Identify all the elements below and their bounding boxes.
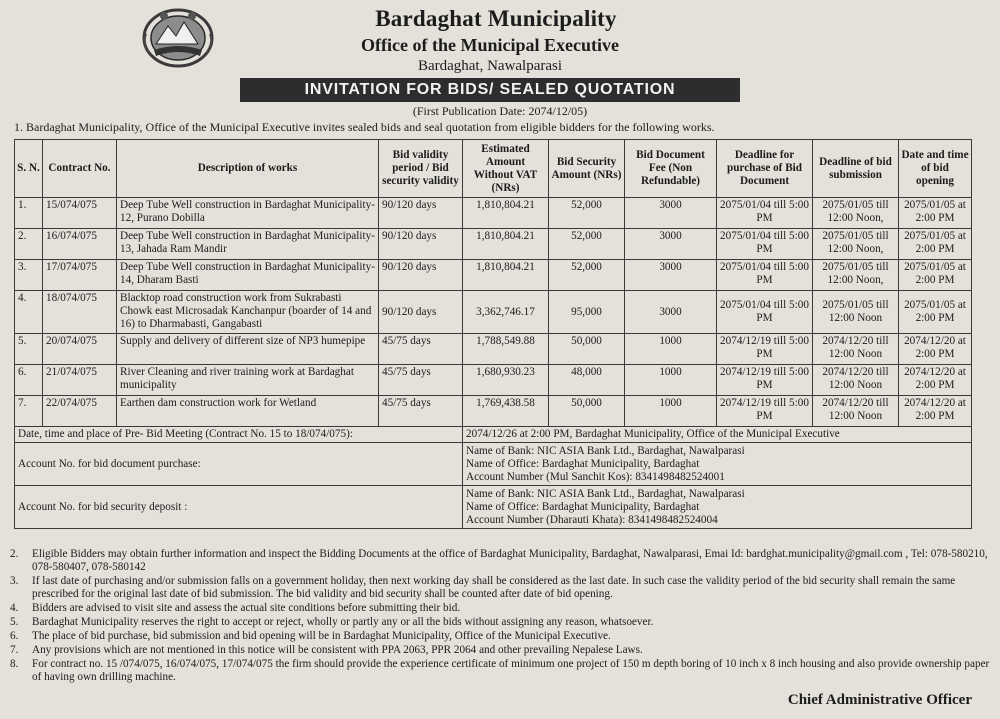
cell-validity: 45/75 days xyxy=(379,334,463,365)
list-item xyxy=(10,658,990,684)
cell-contract: 18/074/075 xyxy=(43,291,117,334)
cell-opening: 2074/12/20 at 2:00 PM xyxy=(899,396,972,427)
cell-submission-deadline: 2074/12/20 till 12:00 Noon xyxy=(813,334,899,365)
cell-fee: 1000 xyxy=(625,396,717,427)
account-security-details xyxy=(463,486,972,529)
cell-fee: 3000 xyxy=(625,198,717,229)
note-number: 2. xyxy=(10,548,19,560)
cell-estimated: 1,810,804.21 xyxy=(463,229,549,260)
cell-estimated: 1,810,804.21 xyxy=(463,198,549,229)
list-item xyxy=(10,644,990,657)
account-purchase-label: Account No. for bid document purchase: xyxy=(15,443,463,486)
note-text: Eligible Bidders may obtain further information and inspect the Bidding Documents at the office of Bardaghat Municipality, Bardaghat, Nawalparasi, Emai Id: bardghat.municipality@gmail.com , Tel: 078-580210, 078-580407, 078-580142 xyxy=(32,548,988,573)
cell-opening: 2075/01/05 at 2:00 PM xyxy=(899,198,972,229)
cell-contract: 17/074/075 xyxy=(43,260,117,291)
cell-estimated: 1,810,804.21 xyxy=(463,260,549,291)
note-text: Bidders are advised to visit site and assess the actual site conditions before submitting their bid. xyxy=(32,602,461,614)
cell-description: River Cleaning and river training work at Bardaghat municipality xyxy=(117,365,379,396)
cell-purchase-deadline: 2074/12/19 till 5:00 PM xyxy=(717,334,813,365)
cell-validity: 90/120 days xyxy=(379,291,463,334)
note-number: 7. xyxy=(10,644,19,656)
note-number: 4. xyxy=(10,602,19,614)
cell-purchase-deadline: 2074/12/19 till 5:00 PM xyxy=(717,365,813,396)
cell-validity: 90/120 days xyxy=(379,229,463,260)
cell-fee: 3000 xyxy=(625,291,717,334)
note-text: Bardaghat Municipality reserves the right to accept or reject, wholly or partly any or all the bids without assigning any reason, whatsoever. xyxy=(32,616,654,628)
col-header-security: Bid Security Amount (NRs) xyxy=(549,140,625,198)
cell-description: Supply and delivery of different size of NP3 humepipe xyxy=(117,334,379,365)
col-header-opening: Date and time of bid opening xyxy=(899,140,972,198)
note-number: 5. xyxy=(10,616,19,628)
cell-purchase-deadline: 2075/01/04 till 5:00 PM xyxy=(717,229,813,260)
cell-sn: 7. xyxy=(15,396,43,427)
cell-security: 50,000 xyxy=(549,396,625,427)
cell-contract: 20/074/075 xyxy=(43,334,117,365)
note-text: If last date of purchasing and/or submission falls on a government holiday, then next working day shall be considered as the last date. In such case the validity period of the bid security shall remain the same prescribed for the original last date of bid submission. The bid validity and bid security shall be counted after date of bid opening. xyxy=(32,575,956,600)
page-title: Bardaghat Municipality xyxy=(375,6,617,31)
cell-contract: 16/074/075 xyxy=(43,229,117,260)
table-row xyxy=(15,198,972,229)
publication-date: (First Publication Date: 2074/12/05) xyxy=(412,104,588,118)
list-item xyxy=(10,616,990,629)
intro-text: 1. Bardaghat Municipality, Office of the Municipal Executive invites sealed bids and seal quotation from eligible bidders for the following works. xyxy=(14,120,715,134)
cell-fee: 3000 xyxy=(625,260,717,291)
col-header-estimated: Estimated Amount Without VAT (NRs) xyxy=(463,140,549,198)
col-header-description: Description of works xyxy=(117,140,379,198)
account-purchase-number: Account Number (Mul Sanchit Kos): 8341498482524001 xyxy=(466,470,725,483)
account-purchase-details xyxy=(463,443,972,486)
account-purchase-office: Name of Office: Bardaghat Municipality, Bardaghat xyxy=(466,457,700,470)
cell-contract: 15/074/075 xyxy=(43,198,117,229)
note-number: 6. xyxy=(10,630,19,642)
cell-sn: 6. xyxy=(15,365,43,396)
cell-estimated: 3,362,746.17 xyxy=(463,291,549,334)
cell-description: Deep Tube Well construction in Bardaghat Municipality-14, Dharam Basti xyxy=(117,260,379,291)
table-row xyxy=(15,260,972,291)
cell-sn: 3. xyxy=(15,260,43,291)
cell-validity: 90/120 days xyxy=(379,260,463,291)
cell-security: 95,000 xyxy=(549,291,625,334)
table-row xyxy=(15,396,972,427)
cell-sn: 1. xyxy=(15,198,43,229)
account-purchase-row xyxy=(15,443,972,486)
cell-submission-deadline: 2074/12/20 till 12:00 Noon xyxy=(813,365,899,396)
cell-security: 48,000 xyxy=(549,365,625,396)
col-header-fee: Bid Document Fee (Non Refundable) xyxy=(625,140,717,198)
prebid-label: Date, time and place of Pre- Bid Meeting (Contract No. 15 to 18/074/075): xyxy=(15,427,463,443)
col-header-contract: Contract No. xyxy=(43,140,117,198)
cell-contract: 22/074/075 xyxy=(43,396,117,427)
table-header-row xyxy=(15,140,972,198)
cell-purchase-deadline: 2075/01/04 till 5:00 PM xyxy=(717,260,813,291)
list-item xyxy=(10,602,990,615)
table-row xyxy=(15,365,972,396)
cell-opening: 2075/01/05 at 2:00 PM xyxy=(899,229,972,260)
note-text: For contract no. 15 /074/075, 16/074/075, 17/074/075 the firm should provide the experience certificate of minimum one project of 150 m depth boring of 10 inch x 8 inch housing and also provide ownership paper of having own drilling machine. xyxy=(32,658,990,683)
cell-submission-deadline: 2075/01/05 till 12:00 Noon xyxy=(813,291,899,334)
cell-opening: 2074/12/20 at 2:00 PM xyxy=(899,334,972,365)
cell-estimated: 1,769,438.58 xyxy=(463,396,549,427)
cell-fee: 3000 xyxy=(625,229,717,260)
list-item xyxy=(10,548,990,574)
cell-description: Deep Tube Well construction in Bardaghat Municipality-12, Purano Dobilla xyxy=(117,198,379,229)
cell-sn: 4. xyxy=(15,291,43,334)
account-security-label: Account No. for bid security deposit : xyxy=(15,486,463,529)
cell-validity: 45/75 days xyxy=(379,365,463,396)
prebid-value: 2074/12/26 at 2:00 PM, Bardaghat Municipality, Office of the Municipal Executive xyxy=(463,427,972,443)
note-text: The place of bid purchase, bid submission and bid opening will be in Bardaghat Municipality, Office of the Municipal Executive. xyxy=(32,630,611,642)
col-header-deadline-purchase: Deadline for purchase of Bid Document xyxy=(717,140,813,198)
cell-submission-deadline: 2075/01/05 till 12:00 Noon, xyxy=(813,198,899,229)
office-name: Office of the Municipal Executive xyxy=(361,35,619,55)
table-row xyxy=(15,229,972,260)
cell-opening: 2074/12/20 at 2:00 PM xyxy=(899,365,972,396)
note-text: Any provisions which are not mentioned in this notice will be consistent with PPA 2063, PPR 2064 and other prevailing Nepalese Laws. xyxy=(32,644,643,656)
bids-table xyxy=(14,139,972,529)
cell-security: 50,000 xyxy=(549,334,625,365)
cell-validity: 45/75 days xyxy=(379,396,463,427)
cell-contract: 21/074/075 xyxy=(43,365,117,396)
notes-list xyxy=(10,548,990,685)
cell-sn: 5. xyxy=(15,334,43,365)
account-security-number: Account Number (Dharauti Khata): 8341498482524004 xyxy=(466,513,718,526)
cell-opening: 2075/01/05 at 2:00 PM xyxy=(899,291,972,334)
account-security-row xyxy=(15,486,972,529)
notice-banner: INVITATION FOR BIDS/ SEALED QUOTATION xyxy=(240,78,740,102)
col-header-validity: Bid validity period / Bid security validity xyxy=(379,140,463,198)
cell-submission-deadline: 2074/12/20 till 12:00 Noon xyxy=(813,396,899,427)
cell-description: Deep Tube Well construction in Bardaghat Municipality-13, Jahada Ram Mandir xyxy=(117,229,379,260)
list-item xyxy=(10,575,990,601)
account-purchase-bank: Name of Bank: NIC ASIA Bank Ltd., Bardaghat, Nawalparasi xyxy=(466,444,745,457)
cell-estimated: 1,788,549.88 xyxy=(463,334,549,365)
account-security-office: Name of Office: Bardaghat Municipality, Bardaghat xyxy=(466,500,700,513)
cell-security: 52,000 xyxy=(549,198,625,229)
location: Bardaghat, Nawalparasi xyxy=(417,58,563,74)
cell-description: Blacktop road construction work from Sukrabasti Chowk east Microsadak Kanchanpur (boarder of 14 and 16) to Dharmabasti, Gangabasti xyxy=(117,291,379,334)
cell-submission-deadline: 2075/01/05 till 12:00 Noon, xyxy=(813,229,899,260)
col-header-sn: S. N. xyxy=(15,140,43,198)
cell-sn: 2. xyxy=(15,229,43,260)
account-security-bank: Name of Bank: NIC ASIA Bank Ltd., Bardaghat, Nawalparasi xyxy=(466,487,745,500)
table-row xyxy=(15,291,972,334)
signature: Chief Administrative Officer xyxy=(787,692,972,708)
prebid-row xyxy=(15,427,972,443)
cell-security: 52,000 xyxy=(549,260,625,291)
cell-purchase-deadline: 2075/01/04 till 5:00 PM xyxy=(717,198,813,229)
table-row xyxy=(15,334,972,365)
cell-purchase-deadline: 2074/12/19 till 5:00 PM xyxy=(717,396,813,427)
cell-security: 52,000 xyxy=(549,229,625,260)
cell-description: Earthen dam construction work for Wetland xyxy=(117,396,379,427)
list-item xyxy=(10,630,990,643)
cell-estimated: 1,680,930.23 xyxy=(463,365,549,396)
cell-opening: 2075/01/05 at 2:00 PM xyxy=(899,260,972,291)
cell-validity: 90/120 days xyxy=(379,198,463,229)
col-header-deadline-submission: Deadline of bid submission xyxy=(813,140,899,198)
cell-purchase-deadline: 2075/01/04 till 5:00 PM xyxy=(717,291,813,334)
note-number: 8. xyxy=(10,658,19,670)
cell-fee: 1000 xyxy=(625,334,717,365)
cell-fee: 1000 xyxy=(625,365,717,396)
note-number: 3. xyxy=(10,575,19,587)
cell-submission-deadline: 2075/01/05 till 12:00 Noon, xyxy=(813,260,899,291)
